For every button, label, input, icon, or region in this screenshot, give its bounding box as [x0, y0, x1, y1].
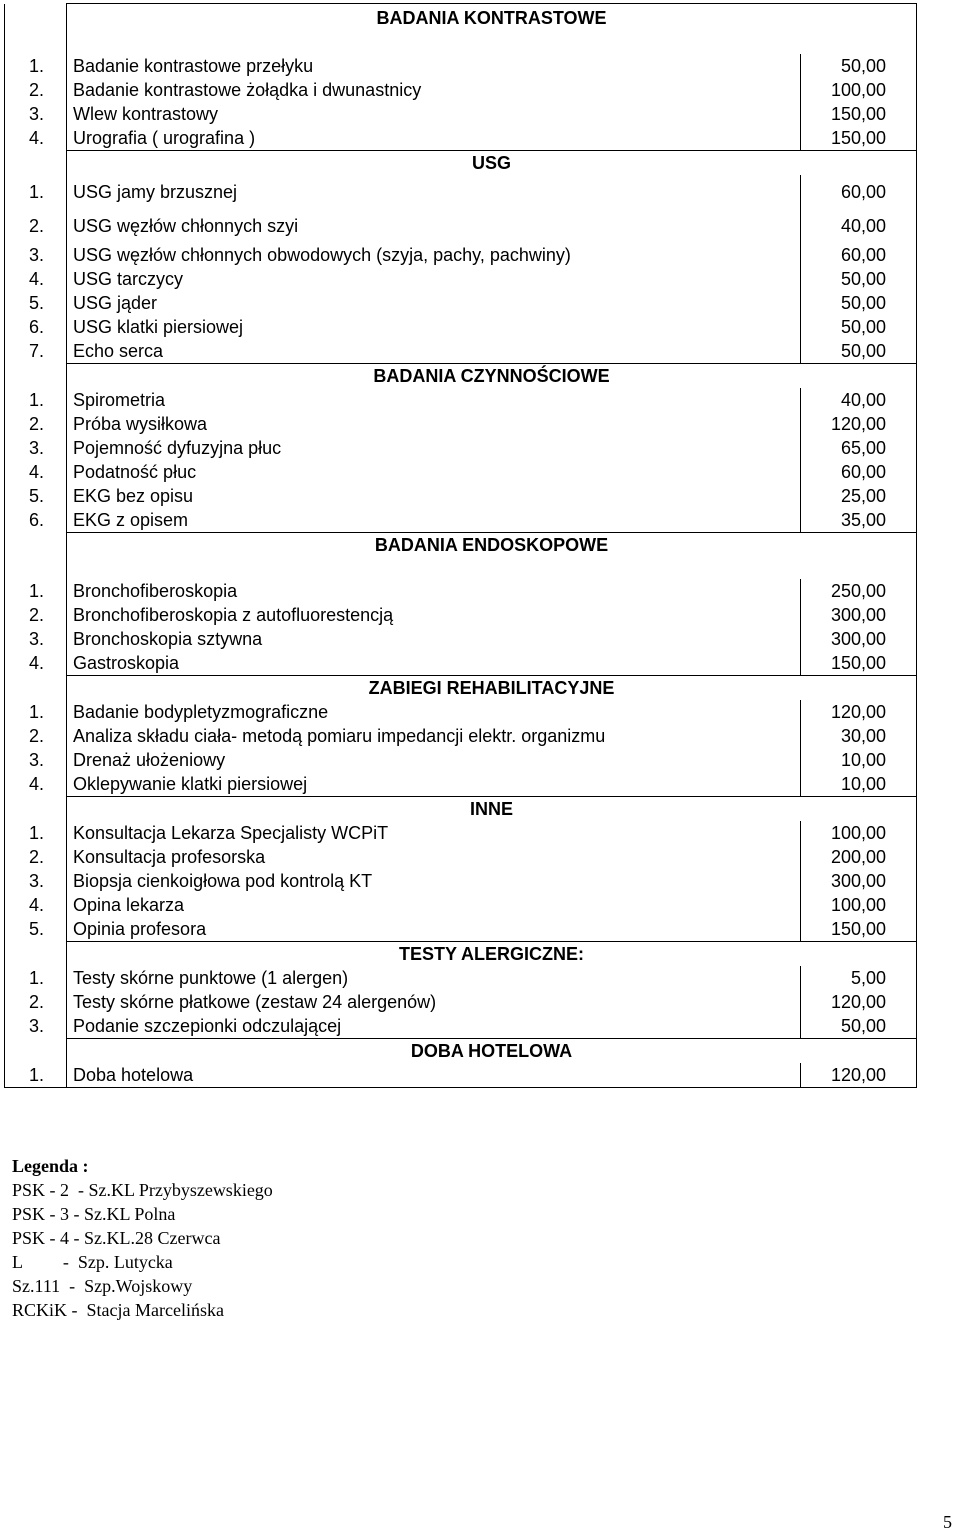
item-price: 150,00	[801, 651, 917, 676]
item-name: Konsultacja profesorska	[67, 845, 801, 869]
table-row	[5, 54, 917, 78]
item-price: 200,00	[801, 845, 917, 869]
section-header-spacer	[5, 364, 67, 389]
table-row	[5, 209, 917, 243]
item-number: 1.	[5, 579, 67, 603]
legend	[12, 1154, 412, 1322]
item-number: 2.	[5, 78, 67, 102]
section-header-row	[5, 676, 917, 701]
table-row	[5, 291, 917, 315]
table-row	[5, 1063, 917, 1088]
section-title: BADANIA CZYNNOŚCIOWE	[67, 364, 917, 389]
item-number: 1.	[5, 175, 67, 209]
table-row	[5, 845, 917, 869]
item-number: 1.	[5, 966, 67, 990]
item-price: 50,00	[801, 267, 917, 291]
item-price: 50,00	[801, 291, 917, 315]
item-price: 150,00	[801, 126, 917, 151]
item-number: 4.	[5, 772, 67, 797]
item-name: Oklepywanie klatki piersiowej	[67, 772, 801, 797]
section-header-spacer	[5, 533, 67, 580]
section-header-spacer	[5, 1039, 67, 1064]
item-name: USG jąder	[67, 291, 801, 315]
item-name: Bronchofiberoskopia	[67, 579, 801, 603]
item-name: Echo serca	[67, 339, 801, 364]
item-number: 1.	[5, 1063, 67, 1088]
item-name: Pojemność dyfuzyjna płuc	[67, 436, 801, 460]
item-price: 50,00	[801, 315, 917, 339]
table-row	[5, 484, 917, 508]
legend-item: L - Szp. Lutycka	[12, 1252, 173, 1272]
item-price: 30,00	[801, 724, 917, 748]
item-name: Konsultacja Lekarza Specjalisty WCPiT	[67, 821, 801, 845]
item-name: Badanie bodypletyzmograficzne	[67, 700, 801, 724]
item-name: Bronchofiberoskopia z autofluorestencją	[67, 603, 801, 627]
item-price: 300,00	[801, 869, 917, 893]
table-row	[5, 460, 917, 484]
item-number: 4.	[5, 460, 67, 484]
table-row	[5, 627, 917, 651]
section-title: ZABIEGI REHABILITACYJNE	[67, 676, 917, 701]
table-row	[5, 990, 917, 1014]
item-name: Badanie kontrastowe żołądka i dwunastnicy	[67, 78, 801, 102]
item-name: Bronchoskopia sztywna	[67, 627, 801, 651]
item-name: Wlew kontrastowy	[67, 102, 801, 126]
item-name: Opina lekarza	[67, 893, 801, 917]
item-price: 5,00	[801, 966, 917, 990]
item-price: 100,00	[801, 78, 917, 102]
table-row	[5, 339, 917, 364]
item-number: 4.	[5, 267, 67, 291]
page-number: 5	[943, 1512, 952, 1532]
item-name: Testy skórne punktowe (1 alergen)	[67, 966, 801, 990]
item-number: 1.	[5, 388, 67, 412]
legend-item: PSK - 4 - Sz.KL.28 Czerwca	[12, 1228, 221, 1248]
table-row	[5, 603, 917, 627]
item-number: 4.	[5, 126, 67, 151]
item-number: 6.	[5, 508, 67, 533]
item-number: 1.	[5, 821, 67, 845]
table-row	[5, 315, 917, 339]
table-row	[5, 243, 917, 267]
item-name: Opinia profesora	[67, 917, 801, 942]
item-name: Próba wysiłkowa	[67, 412, 801, 436]
item-name: Gastroskopia	[67, 651, 801, 676]
table-row	[5, 412, 917, 436]
section-header-spacer	[5, 151, 67, 176]
section-title: USG	[67, 151, 917, 176]
item-name: Badanie kontrastowe przełyku	[67, 54, 801, 78]
item-number: 2.	[5, 209, 67, 243]
table-row	[5, 917, 917, 942]
item-price: 150,00	[801, 102, 917, 126]
item-name: EKG z opisem	[67, 508, 801, 533]
item-number: 3.	[5, 627, 67, 651]
table-row	[5, 267, 917, 291]
item-number: 5.	[5, 917, 67, 942]
table-row	[5, 893, 917, 917]
table-row	[5, 579, 917, 603]
item-name: Testy skórne płatkowe (zestaw 24 alergenów)	[67, 990, 801, 1014]
table-row	[5, 772, 917, 797]
item-number: 4.	[5, 893, 67, 917]
item-number: 3.	[5, 102, 67, 126]
item-name: Spirometria	[67, 388, 801, 412]
item-price: 250,00	[801, 579, 917, 603]
item-number: 3.	[5, 243, 67, 267]
item-price: 35,00	[801, 508, 917, 533]
section-header-spacer	[5, 4, 67, 55]
section-header-row	[5, 797, 917, 822]
table-row	[5, 126, 917, 151]
item-name: USG tarczycy	[67, 267, 801, 291]
legend-item: RCKiK - Stacja Marcelińska	[12, 1300, 224, 1320]
item-number: 3.	[5, 1014, 67, 1039]
section-header-row	[5, 1039, 917, 1064]
table-row	[5, 724, 917, 748]
section-title: TESTY ALERGICZNE:	[67, 942, 917, 967]
section-header-spacer	[5, 797, 67, 822]
item-price: 300,00	[801, 627, 917, 651]
item-name: Podatność płuc	[67, 460, 801, 484]
section-title: BADANIA ENDOSKOPOWE	[67, 533, 917, 580]
section-header-row	[5, 942, 917, 967]
item-price: 40,00	[801, 388, 917, 412]
table-row	[5, 748, 917, 772]
section-header-row	[5, 4, 917, 55]
item-number: 3.	[5, 869, 67, 893]
item-price: 25,00	[801, 484, 917, 508]
item-number: 2.	[5, 412, 67, 436]
legend-items	[12, 1178, 412, 1322]
item-number: 7.	[5, 339, 67, 364]
item-name: Drenaż ułożeniowy	[67, 748, 801, 772]
item-price: 100,00	[801, 893, 917, 917]
item-price: 120,00	[801, 990, 917, 1014]
section-title: INNE	[67, 797, 917, 822]
item-number: 5.	[5, 291, 67, 315]
legend-item: PSK - 3 - Sz.KL Polna	[12, 1204, 176, 1224]
table-row	[5, 869, 917, 893]
item-name: USG węzłów chłonnych szyi	[67, 209, 801, 243]
table-row	[5, 78, 917, 102]
item-name: USG klatki piersiowej	[67, 315, 801, 339]
item-price: 150,00	[801, 917, 917, 942]
item-name: Podanie szczepionki odczulającej	[67, 1014, 801, 1039]
item-price: 60,00	[801, 460, 917, 484]
item-number: 5.	[5, 484, 67, 508]
item-number: 2.	[5, 724, 67, 748]
section-header-spacer	[5, 942, 67, 967]
item-price: 60,00	[801, 175, 917, 209]
item-number: 1.	[5, 54, 67, 78]
table-row	[5, 436, 917, 460]
item-number: 2.	[5, 990, 67, 1014]
item-number: 2.	[5, 603, 67, 627]
item-price: 10,00	[801, 748, 917, 772]
item-number: 6.	[5, 315, 67, 339]
item-price: 300,00	[801, 603, 917, 627]
item-name: EKG bez opisu	[67, 484, 801, 508]
table-row	[5, 102, 917, 126]
item-price: 120,00	[801, 1063, 917, 1088]
section-header-row	[5, 533, 917, 580]
item-number: 3.	[5, 748, 67, 772]
table-row	[5, 1014, 917, 1039]
section-header-spacer	[5, 676, 67, 701]
price-list-body	[5, 4, 917, 1088]
legend-item: Sz.111 - Szp.Wojskowy	[12, 1276, 193, 1296]
section-header-row	[5, 364, 917, 389]
table-row	[5, 508, 917, 533]
item-price: 50,00	[801, 54, 917, 78]
item-number: 1.	[5, 700, 67, 724]
table-row	[5, 651, 917, 676]
table-row	[5, 175, 917, 209]
item-price: 10,00	[801, 772, 917, 797]
item-number: 2.	[5, 845, 67, 869]
table-row	[5, 388, 917, 412]
item-price: 120,00	[801, 700, 917, 724]
item-price: 120,00	[801, 412, 917, 436]
item-number: 4.	[5, 651, 67, 676]
item-name: USG węzłów chłonnych obwodowych (szyja, pachy, pachwiny)	[67, 243, 801, 267]
section-header-row	[5, 151, 917, 176]
item-number: 3.	[5, 436, 67, 460]
legend-item: PSK - 2 - Sz.KL Przybyszewskiego	[12, 1180, 273, 1200]
table-row	[5, 700, 917, 724]
item-price: 100,00	[801, 821, 917, 845]
item-name: Biopsja cienkoigłowa pod kontrolą KT	[67, 869, 801, 893]
section-title: DOBA HOTELOWA	[67, 1039, 917, 1064]
item-price: 60,00	[801, 243, 917, 267]
section-title: BADANIA KONTRASTOWE	[67, 4, 917, 55]
item-price: 50,00	[801, 339, 917, 364]
item-name: USG jamy brzusznej	[67, 175, 801, 209]
item-name: Analiza składu ciała- metodą pomiaru impedancji elektr. organizmu	[67, 724, 801, 748]
item-price: 40,00	[801, 209, 917, 243]
legend-title: Legenda :	[12, 1156, 89, 1176]
item-price: 50,00	[801, 1014, 917, 1039]
item-name: Doba hotelowa	[67, 1063, 801, 1088]
price-list-table	[4, 3, 917, 1088]
item-price: 65,00	[801, 436, 917, 460]
item-name: Urografia ( urografina )	[67, 126, 801, 151]
table-row	[5, 821, 917, 845]
table-row	[5, 966, 917, 990]
